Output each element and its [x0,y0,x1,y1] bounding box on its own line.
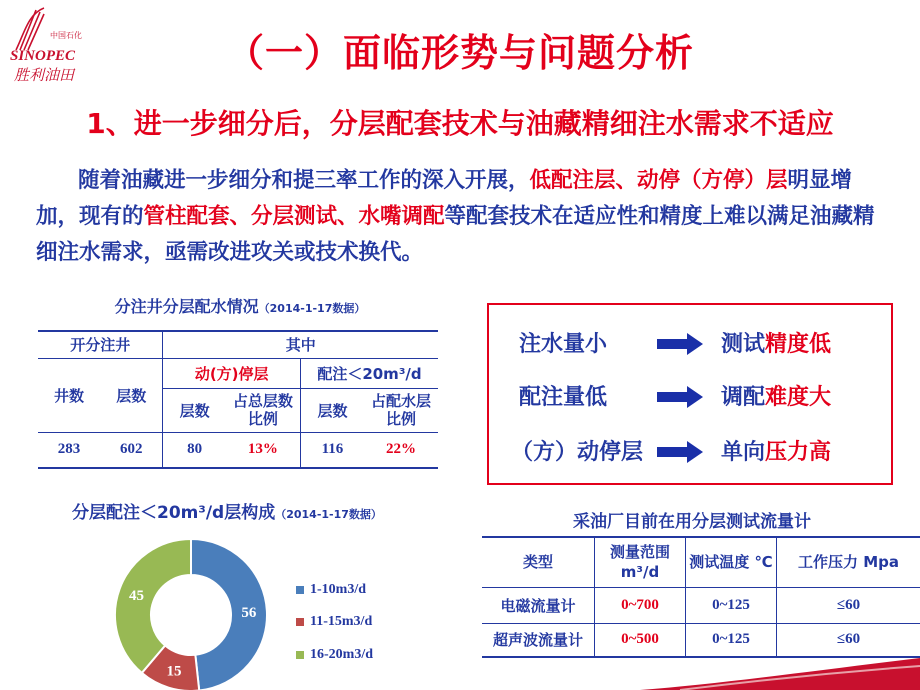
body-paragraph [36,163,886,271]
summary-effect-3 [721,435,831,466]
legend-item-2 [296,614,372,630]
summary-cause-2: 配注量低 [519,385,608,410]
t1-cell-wells: 283 [57,441,81,458]
legend-label-2: 11-15m3/d [310,614,373,629]
table2-caption: 采油厂目前在用分层测试流量计 [573,512,811,532]
chart-title-text: 分层配注＜20m³/d层构成 [72,503,276,523]
t2-cell-type-2: 超声波流量计 [492,631,583,650]
summary-cause-1: 注水量小 [519,332,608,357]
summary-effect-1-a: 测试 [721,332,766,357]
right-arrow-icon [657,441,703,463]
t1-header-stop-layers: 层数 [163,388,226,432]
t1-cell-low-layers: 116 [300,432,364,468]
t1-cell-stop-ratio: 13% [247,441,278,458]
logo-brand: SINOPEC [10,48,76,64]
t2-header-temperature: 测试温度 ℃ [686,537,777,587]
t1-header-wells: 井数 [38,358,100,432]
body-highlight-2: 管柱配套、分层测试、水嘴调配 [143,204,445,229]
summary-effect-2-b: 难度大 [765,385,832,410]
chart-title [72,498,382,523]
problem-summary-box [487,303,893,485]
t1-cell-low-ratio: 22% [386,441,416,458]
t2-cell-pressure-1: ≤60 [777,587,920,623]
layer-composition-donut-chart [96,530,286,690]
donut-data-label-1: 56 [241,604,257,621]
t2-cell-temperature-2: 0~125 [686,623,777,657]
t1-header-wells-group: 开分注井 [38,331,163,358]
logo-brand-top: 中国石化 [50,31,82,40]
t1-cell-stop-layers: 80 [163,432,226,468]
body-highlight-1: 低配注层、动停（方停）层 [529,168,788,193]
summary-effect-2-a: 调配 [721,385,766,410]
legend-label-1: 1-10m3/d [310,582,366,597]
flowmeter-table [482,536,920,658]
chart-title-note: （2014-1-17数据） [275,508,382,521]
table1-caption-text: 分注井分层配水情况 [114,297,259,316]
t1-header-low-injection: 配注＜20m³/d [300,358,438,388]
summary-effect-3-a: 单向 [721,440,766,465]
t2-cell-pressure-2: ≤60 [777,623,920,657]
t2-header-range: 测量范围 m³/d [595,537,686,587]
right-arrow-icon [657,386,703,408]
summary-cause-3: （方）动停层 [511,440,644,465]
section-subtitle: 1、进一步细分后，分层配套技术与油藏精细注水需求不适应 [86,107,834,140]
summary-effect-3-b: 压力高 [765,440,832,465]
t2-cell-range-1: 0~700 [595,587,686,623]
t2-cell-type-1: 电磁流量计 [500,596,576,615]
body-text-3: 等配套技术在适应性和精度上难以满足油藏精细注水需求，亟需改进攻关或技术换代。 [36,204,875,265]
summary-effect-1 [721,327,831,358]
t1-header-stopped: 动(方)停层 [163,358,300,388]
legend-item-3 [296,647,373,663]
logo-sub: 胜利油田 [14,66,75,84]
legend-swatch-2 [296,618,304,626]
legend-swatch-3 [296,651,304,659]
t1-header-low-ratio: 占配水层比例 [370,392,431,428]
t2-header-type: 类型 [522,553,553,572]
t2-cell-range-2: 0~500 [595,623,686,657]
donut-data-label-3: 45 [129,587,145,604]
legend-swatch-1 [296,586,304,594]
body-text-1: 随着油藏进一步细分和提三率工作的深入开展， [78,168,530,193]
t1-header-stop-ratio: 占总层数比例 [232,392,293,428]
water-distribution-table [38,330,438,469]
t2-header-pressure: 工作压力 Mpa [777,537,920,587]
legend-item-1 [296,582,366,598]
right-arrow-icon [657,333,703,355]
t2-cell-temperature-1: 0~125 [686,587,777,623]
summary-effect-2 [721,380,831,411]
legend-label-3: 16-20m3/d [310,647,373,662]
t1-header-of-which: 其中 [163,331,438,358]
t1-cell-layers: 602 [119,441,143,458]
t1-header-layers: 层数 [100,358,163,432]
donut-data-label-2: 15 [166,663,182,680]
table1-caption [0,294,480,317]
table1-caption-note: （2014-1-17数据） [258,302,366,315]
body-text-2: 明显增加，现有的 [36,168,853,229]
summary-effect-1-b: 精度低 [765,332,832,357]
page-title: （一）面临形势与问题分析 [225,31,694,75]
decorative-swoosh [640,658,920,690]
t1-header-low-layers: 层数 [300,388,364,432]
